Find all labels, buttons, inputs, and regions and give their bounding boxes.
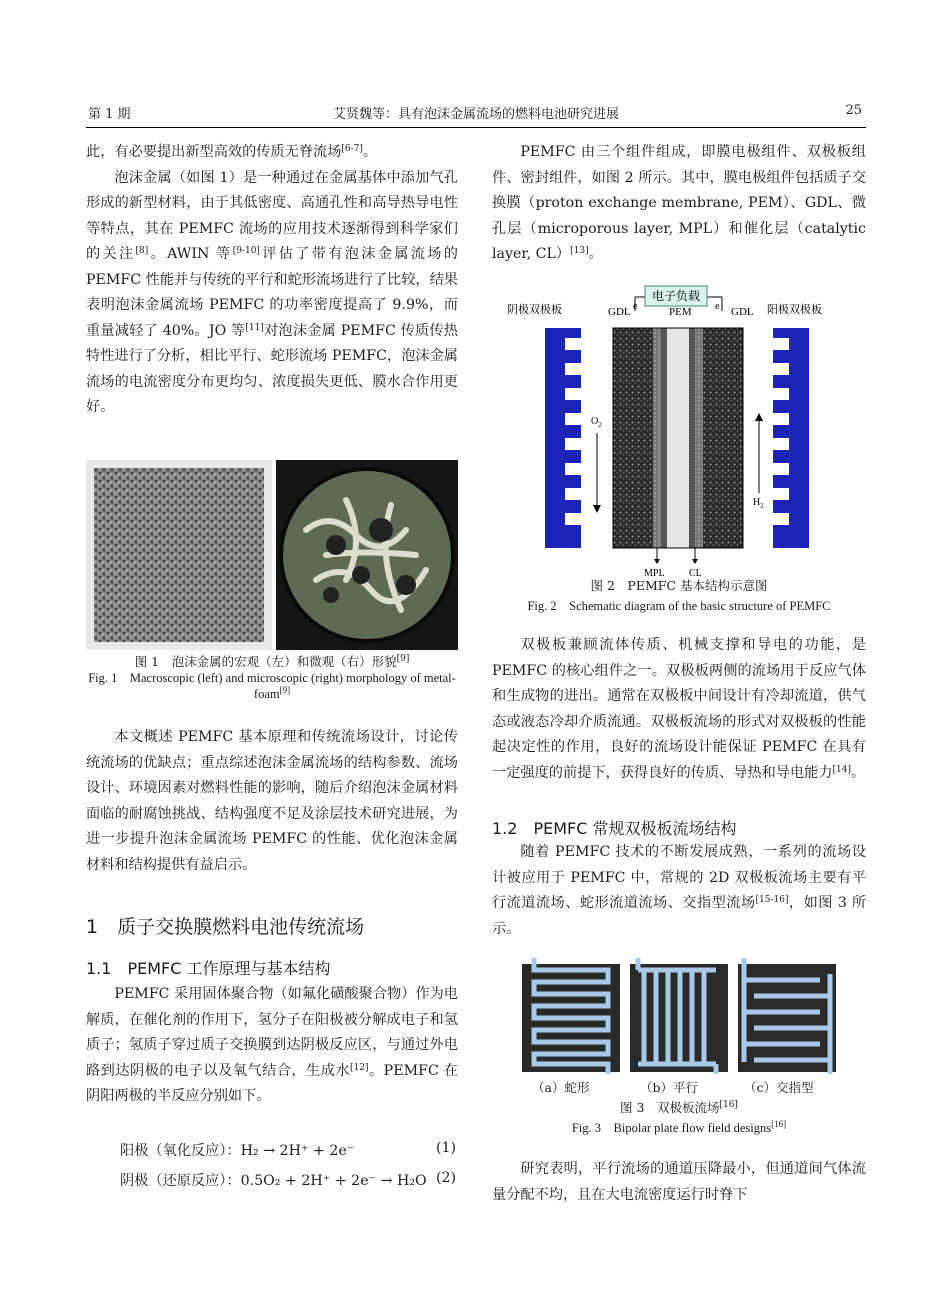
- paragraph-principle: PEMFC 采用固体聚合物（如氟化磺酸聚合物）作为电解质，在催化剂的作用下，氢分子在阳极被分解成电子和氢质子；氢质子穿过质子交换膜到达阴极反应区，与通过外电路到达阴极的电子以及氧气结合，生成水[12]。PEMFC 在阴阳两极的半反应分别如下。: [86, 986, 458, 1104]
- figure-1-caption-en: Fig. 1 Macroscopic (left) and microscopic (right) morphology of metal-foam[9]: [88, 671, 456, 701]
- interdigitated-flow-field: [738, 958, 836, 1074]
- left-column-top: [86, 140, 458, 421]
- left-column-bottom: [86, 982, 458, 1110]
- gdl-left-layer: [613, 328, 653, 548]
- right-column-flowfield: [492, 840, 866, 942]
- electron-right-label: e: [715, 301, 720, 312]
- serpentine-flow-field: [522, 958, 620, 1074]
- paragraph-research: 研究表明，平行流场的通道压降最小，但通道间气体流量分配不均，且在大电流密度运行时脊下: [492, 1161, 866, 1203]
- h2-label: $H_2$: [753, 497, 764, 510]
- equation-1-number: (1): [436, 1140, 457, 1156]
- figure-2-diagram: [505, 283, 850, 578]
- gdl-left-label: GDL: [608, 306, 631, 318]
- issue-number: 第 1 期: [88, 107, 131, 122]
- parallel-flow-field: [630, 958, 728, 1074]
- figure-2-caption-en: Fig. 2 Schematic diagram of the basic structure of PEMFC: [527, 599, 831, 613]
- pem-layer: [667, 328, 689, 548]
- cl-label: CL: [689, 568, 702, 578]
- electron-left-label: e: [633, 301, 638, 312]
- figure-3-diagrams: [520, 952, 838, 1077]
- figure-1-caption: [86, 654, 458, 702]
- mpl-label: MPL: [644, 568, 665, 578]
- running-title: 艾贤魏等：具有泡沫金属流场的燃料电池研究进展: [332, 107, 619, 122]
- cathode-plate-label: 阴极双极板: [507, 303, 562, 316]
- equation-2: 阴极（还原反应）：0.5O₂ + 2H⁺ + 2e⁻ → H₂O: [120, 1173, 427, 1189]
- equation-1: 阳极（氧化反应）：H₂ → 2H⁺ + 2e⁻: [120, 1143, 355, 1159]
- o2-label: $O_2$: [591, 416, 602, 429]
- figure-2-caption: [492, 578, 866, 614]
- header-rule: [86, 127, 866, 128]
- sublabel-serpentine: （a）蛇形: [532, 1080, 590, 1095]
- page-number: 25: [845, 103, 862, 118]
- cl-right-layer: [689, 328, 695, 548]
- paragraph-overview: 本文概述 PEMFC 基本原理和传统流场设计，讨论传统流场的优缺点；重点综述泡沫金属流场的结构参数、流场设计、环境因素对燃料性能的影响，随后介绍泡沫金属材料面临的耐腐蚀挑战、结构强度不足及涂层技术研究进展，为进一步提升泡沫金属流场 PEMFC 的性能、优化泡沫金属材料和结构提供有益启示。: [86, 729, 458, 873]
- figure-1-caption-cn: 图 1 泡沫金属的宏观（左）和微观（右）形貌[9]: [134, 654, 410, 669]
- figure-3-caption-en: Fig. 3 Bipolar plate flow field designs[16]: [571, 1119, 787, 1135]
- equation-2-number: (2): [436, 1170, 457, 1186]
- paragraph-flow-fields: 随着 PEMFC 技术的不断发展成熟，一系列的流场设计被应用于 PEMFC 中，常规的 2D 双极板流场主要有平行流道流场、蛇形流道流场、交指型流场[15-16]，如图 3 所示。: [492, 844, 866, 937]
- left-column-mid: [86, 725, 458, 878]
- load-label: 电子负载: [651, 289, 701, 303]
- mpl-right-layer: [695, 328, 703, 548]
- figure-1-micro-image: [276, 460, 458, 650]
- paragraph-components: PEMFC 由三个组件组成，即膜电极组件、双极板组件、密封组件，如图 2 所示。其中，膜电极组件包括质子交换膜（proton exchange membrane, PEM）、GDL、微孔层（microporous layer, MPL）和催化层（catalytic layer, CL）[13]。: [492, 144, 866, 262]
- paragraph-continued: 此，有必要提出新型高效的传质无脊流场[6-7]。: [86, 144, 378, 160]
- paragraph-metal-foam: 泡沫金属（如图 1）是一种通过在金属基体中添加气孔形成的新型材料，由于其低密度、高通孔性和高导热导电性等特点，其在 PEMFC 流场的应用技术逐渐得到科学家们的关注[8]。AWIN 等[9-10]评估了带有泡沫金属流场的 PEMFC 性能并与传统的平行和蛇形流场进行了比较，结果表明泡沫金属流场 PEMFC 的功率密度提高了 9.9%，而重量减轻了 40%。JO 等[11]对泡沫金属 PEMFC 传质传热特性进行了分析，相比平行、蛇形流场 PEMFC，泡沫金属流场的电流密度分布更均匀、浓度损失更低、膜水合作用更好。: [86, 169, 458, 415]
- section-heading-1-1: 1.1 PEMFC 工作原理与基本结构: [86, 959, 331, 978]
- running-header: [86, 103, 866, 125]
- sublabel-interdigitated: （c）交指型: [744, 1080, 814, 1095]
- pem-label: PEM: [669, 306, 692, 318]
- right-column-bottom: [492, 1157, 866, 1208]
- sublabel-parallel: （b）平行: [640, 1080, 699, 1095]
- figure-3-caption-cn: 图 3 双极板流场[16]: [620, 1100, 738, 1115]
- right-column-top: [492, 140, 866, 268]
- figure-1-macro-image: [86, 460, 272, 650]
- right-column-mid: [492, 633, 866, 786]
- section-heading-1: 1 质子交换膜燃料电池传统流场: [86, 916, 365, 938]
- paragraph-bipolar-plate: 双极板兼顾流体传质、机械支撑和导电的功能，是 PEMFC 的核心组件之一。双极板两侧的流场用于反应气体和生成物的进出。通常在双极板中间设计有冷却流道，供气态或液态冷却介质流通。双极板流场的形式对双极板的性能起决定性的作用，良好的流场设计能保证 PEMFC 在具有一定强度的前提下，获得良好的传质、导热和导电能力[14]。: [492, 637, 866, 781]
- mpl-left-layer: [653, 328, 661, 548]
- gdl-right-layer: [703, 328, 743, 548]
- section-heading-1-2: 1.2 PEMFC 常规双极板流场结构: [492, 819, 737, 838]
- figure-3-caption: [492, 1100, 866, 1136]
- gdl-right-label: GDL: [731, 306, 754, 318]
- anode-plate-label: 阳极双极板: [767, 303, 822, 316]
- cl-left-layer: [661, 328, 667, 548]
- figure-2-caption-cn: 图 2 PEMFC 基本结构示意图: [590, 578, 768, 593]
